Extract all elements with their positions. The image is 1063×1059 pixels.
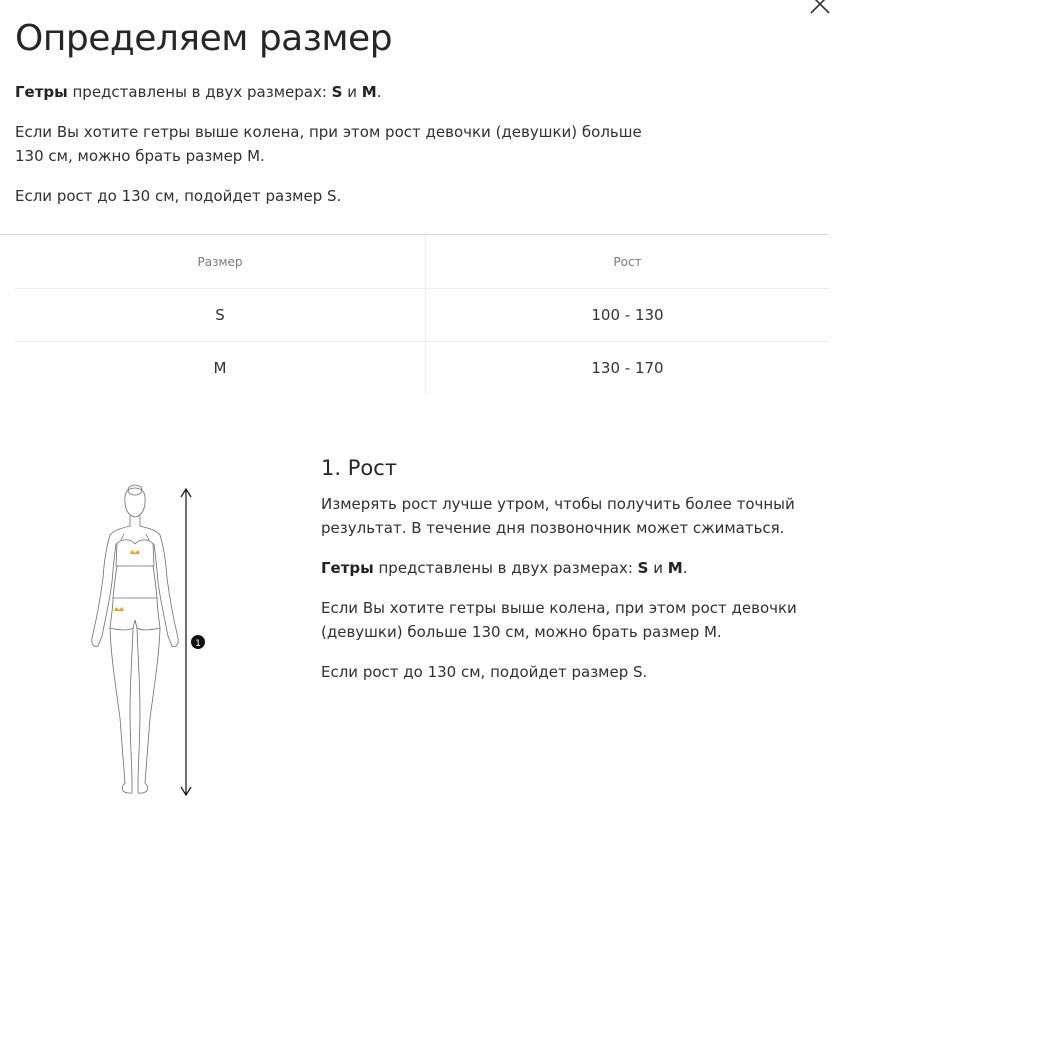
table-row bbox=[15, 342, 829, 394]
intro-paragraph-under-130: Если рост до 130 см, подойдет размер S. bbox=[15, 187, 342, 205]
body-figure bbox=[80, 478, 220, 808]
sizes-text: представлены в двух размерах: bbox=[373, 559, 638, 577]
table-header-height: Рост bbox=[613, 254, 642, 269]
measure-badge bbox=[191, 635, 205, 649]
size-m-label: M bbox=[667, 559, 683, 577]
height-paragraph-sizes bbox=[321, 556, 821, 580]
size-s-label: S bbox=[637, 559, 649, 577]
product-name: Гетры bbox=[321, 559, 374, 577]
size-s-label: S bbox=[331, 83, 343, 101]
table-cell-height: 100 - 130 bbox=[591, 306, 664, 324]
product-name: Гетры bbox=[15, 83, 68, 101]
period: . bbox=[376, 83, 382, 101]
height-heading: 1. Рост bbox=[321, 456, 398, 480]
table-header-size: Размер bbox=[15, 235, 426, 288]
height-paragraph-above-knee: Если Вы хотите гетры выше колена, при этом рост девочки (девушки) больше 130 см, можно брать размер M. bbox=[321, 599, 797, 641]
intro-text bbox=[15, 80, 655, 224]
height-section bbox=[321, 456, 821, 700]
period: . bbox=[682, 559, 688, 577]
close-button[interactable] bbox=[806, 0, 834, 18]
table-header-row bbox=[15, 235, 829, 289]
size-table bbox=[0, 234, 829, 394]
height-paragraph-under-130: Если рост до 130 см, подойдет размер S. bbox=[321, 663, 648, 681]
height-arrow-icon bbox=[181, 489, 191, 795]
close-icon bbox=[806, 0, 834, 18]
intro-sizes-text: представлены в двух размерах: bbox=[67, 83, 332, 101]
intro-paragraph-above-knee: Если Вы хотите гетры выше колена, при этом рост девочки (девушки) больше 130 см, можно брать размер M. bbox=[15, 123, 642, 165]
body-figure-icon bbox=[80, 478, 220, 808]
and-text: и bbox=[342, 83, 362, 101]
table-cell-size: M bbox=[15, 342, 426, 394]
and-text: и bbox=[648, 559, 668, 577]
table-cell-size: S bbox=[15, 289, 426, 341]
height-tip: Измерять рост лучше утром, чтобы получить более точный результат. В течение дня позвоночник может сжиматься. bbox=[321, 495, 795, 537]
page-title: Определяем размер bbox=[15, 18, 393, 59]
measure-badge-number: 1 bbox=[195, 639, 201, 649]
intro-paragraph-sizes bbox=[15, 80, 655, 104]
size-m-label: M bbox=[361, 83, 377, 101]
table-cell-height: 130 - 170 bbox=[591, 359, 664, 377]
table-row bbox=[15, 289, 829, 342]
